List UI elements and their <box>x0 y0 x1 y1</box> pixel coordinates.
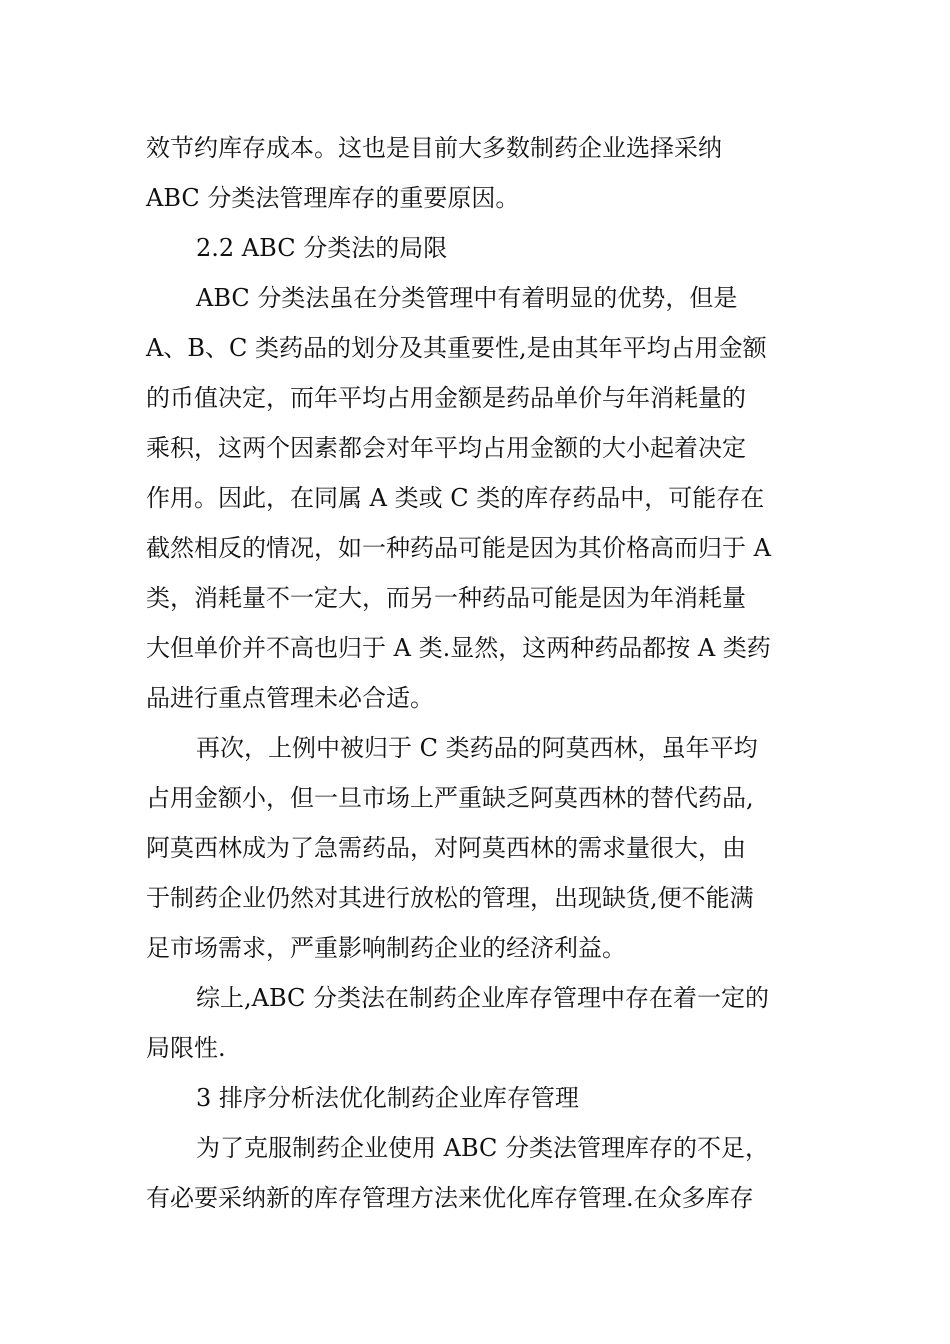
text-line: ABC 分类法管理库存的重要原因。 <box>146 184 520 212</box>
text-line: A、B、C 类药品的划分及其重要性,是由其年平均占用金额 <box>146 334 767 362</box>
text-line: 为了克服制药企业使用 ABC 分类法管理库存的不足， <box>196 1134 770 1162</box>
text-line: 类，消耗量不一定大，而另一种药品可能是因为年消耗量 <box>146 584 746 612</box>
text-line: 作用。因此，在同属 A 类或 C 类的库存药品中，可能存在 <box>146 484 765 512</box>
text-line: 足市场需求，严重影响制药企业的经济利益。 <box>146 934 626 962</box>
section-heading: 3 排序分析法优化制药企业库存管理 <box>196 1084 579 1112</box>
section-heading: 2.2 ABC 分类法的局限 <box>196 234 448 262</box>
text-line: 大但单价并不高也归于 A 类.显然，这两种药品都按 A 类药 <box>146 634 771 662</box>
text-line: 乘积，这两个因素都会对年平均占用金额的大小起着决定 <box>146 434 746 462</box>
text-line: 效节约库存成本。这也是目前大多数制药企业选择采纳 <box>146 134 722 162</box>
text-line: 局限性. <box>146 1034 226 1062</box>
text-line: 占用金额小，但一旦市场上严重缺乏阿莫西林的替代药品, <box>146 784 754 812</box>
text-line: 阿莫西林成为了急需药品，对阿莫西林的需求量很大，由 <box>146 834 746 862</box>
text-line: 的币值决定，而年平均占用金额是药品单价与年消耗量的 <box>146 384 746 412</box>
text-line: 有必要采纳新的库存管理方法来优化库存管理.在众多库存 <box>146 1184 754 1212</box>
text-line: 再次，上例中被归于 C 类药品的阿莫西林，虽年平均 <box>196 734 758 762</box>
text-line: 品进行重点管理未必合适。 <box>146 684 434 712</box>
text-line: 于制药企业仍然对其进行放松的管理，出现缺货,便不能满 <box>146 884 754 912</box>
text-line: 综上,ABC 分类法在制药企业库存管理中存在着一定的 <box>196 984 770 1012</box>
text-line: 截然相反的情况，如一种药品可能是因为其价格高而归于 A <box>146 534 771 562</box>
text-line: ABC 分类法虽在分类管理中有着明显的优势，但是 <box>196 284 738 312</box>
